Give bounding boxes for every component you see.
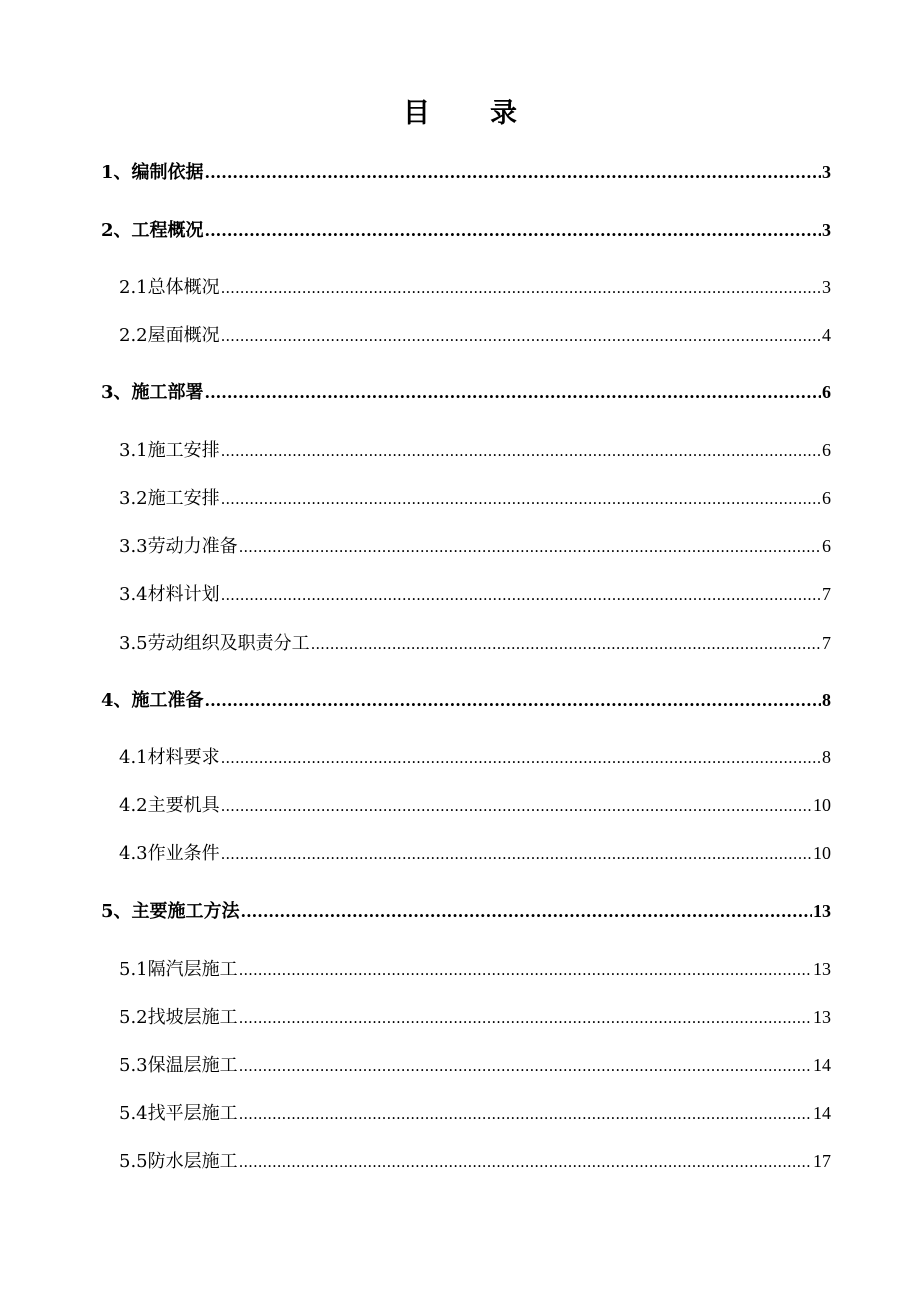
toc-entry-2[interactable] — [101, 216, 831, 244]
toc-entry-3[interactable] — [101, 378, 831, 406]
toc-leader-dots — [239, 1052, 812, 1080]
toc-entry-label: 5.4找平层施工 — [119, 1103, 238, 1124]
toc-entry-4[interactable] — [101, 686, 831, 714]
toc-leader-dots — [205, 379, 821, 407]
toc-leader-dots — [221, 437, 821, 465]
toc-entry-4-2[interactable] — [119, 791, 831, 819]
toc-title-char-2: 录 — [490, 98, 517, 129]
toc-entry-page: 8 — [822, 747, 831, 767]
toc-entry-label: 2、工程概况 — [101, 220, 204, 241]
toc-leader-dots — [205, 217, 821, 245]
toc-leader-dots — [239, 533, 821, 561]
toc-leader-dots — [221, 485, 821, 513]
toc-entry-5-5[interactable] — [119, 1147, 831, 1175]
toc-entry-3-4[interactable] — [119, 580, 831, 608]
toc-entry-5-3[interactable] — [119, 1051, 831, 1079]
toc-leader-dots — [221, 322, 821, 350]
toc-entry-3-1[interactable] — [119, 436, 831, 464]
toc-title-char-1: 目 — [403, 98, 430, 129]
toc-entry-5-2[interactable] — [119, 1003, 831, 1031]
toc-entry-page: 6 — [822, 382, 831, 402]
toc-entry-page: 7 — [822, 633, 831, 653]
toc-leader-dots — [241, 898, 812, 926]
toc-entry-3-3[interactable] — [119, 532, 831, 560]
toc-entry-label: 3、施工部署 — [101, 382, 204, 403]
toc-leader-dots — [239, 1004, 812, 1032]
toc-entry-label: 4.2主要机具 — [119, 795, 220, 816]
toc-entry-label: 5、主要施工方法 — [101, 901, 240, 922]
toc-entry-label: 3.4材料计划 — [119, 584, 220, 605]
toc-entry-page: 3 — [822, 162, 831, 182]
toc-entry-label: 3.1施工安排 — [119, 440, 220, 461]
toc-entry-page: 13 — [813, 1007, 831, 1027]
toc-entry-2-2[interactable] — [119, 321, 831, 349]
toc-entry-label: 4.3作业条件 — [119, 843, 220, 864]
toc-leader-dots — [239, 1148, 812, 1176]
toc-leader-dots — [311, 630, 821, 658]
toc-entry-label: 5.1隔汽层施工 — [119, 959, 238, 980]
toc-entry-label: 1、编制依据 — [101, 162, 204, 183]
toc-entry-page: 13 — [813, 959, 831, 979]
toc-entry-3-5[interactable] — [119, 629, 831, 657]
toc-entry-page: 10 — [813, 795, 831, 815]
toc-entry-label: 3.2施工安排 — [119, 488, 220, 509]
toc-entry-label: 5.3保温层施工 — [119, 1055, 238, 1076]
toc-entry-2-1[interactable] — [119, 273, 831, 301]
toc-entry-page: 6 — [822, 536, 831, 556]
toc-entry-5-1[interactable] — [119, 955, 831, 983]
toc-leader-dots — [221, 744, 821, 772]
toc-entry-page: 14 — [813, 1103, 831, 1123]
toc-entry-page: 3 — [822, 220, 831, 240]
toc-entry-page: 6 — [822, 488, 831, 508]
toc-entry-page: 8 — [822, 690, 831, 710]
toc-title — [0, 92, 920, 136]
toc-leader-dots — [221, 792, 812, 820]
toc-leader-dots — [239, 1100, 812, 1128]
toc-entry-5[interactable] — [101, 897, 831, 925]
toc-entry-5-4[interactable] — [119, 1099, 831, 1127]
toc-leader-dots — [221, 274, 821, 302]
toc-leader-dots — [205, 687, 821, 715]
toc-leader-dots — [205, 159, 821, 187]
toc-entry-page: 10 — [813, 843, 831, 863]
toc-entry-label: 2.2屋面概况 — [119, 325, 220, 346]
toc-entry-page: 17 — [813, 1151, 831, 1171]
toc-entry-4-3[interactable] — [119, 839, 831, 867]
toc-entry-3-2[interactable] — [119, 484, 831, 512]
toc-entry-label: 4.1材料要求 — [119, 747, 220, 768]
toc-entry-label: 5.5防水层施工 — [119, 1151, 238, 1172]
toc-entry-page: 3 — [822, 277, 831, 297]
toc-entry-label: 3.5劳动组织及职责分工 — [119, 633, 310, 654]
toc-entry-page: 7 — [822, 584, 831, 604]
toc-entry-page: 13 — [813, 901, 831, 921]
toc-entry-label: 5.2找坡层施工 — [119, 1007, 238, 1028]
toc-entry-4-1[interactable] — [119, 743, 831, 771]
toc-entry-label: 4、施工准备 — [101, 690, 204, 711]
toc-leader-dots — [239, 956, 812, 984]
toc-entry-page: 14 — [813, 1055, 831, 1075]
toc-entry-label: 2.1总体概况 — [119, 277, 220, 298]
toc-entry-label: 3.3劳动力准备 — [119, 536, 238, 557]
toc-entry-page: 4 — [822, 325, 831, 345]
toc-leader-dots — [221, 840, 812, 868]
toc-leader-dots — [221, 581, 821, 609]
toc-entry-1[interactable] — [101, 158, 831, 186]
toc-entry-page: 6 — [822, 440, 831, 460]
